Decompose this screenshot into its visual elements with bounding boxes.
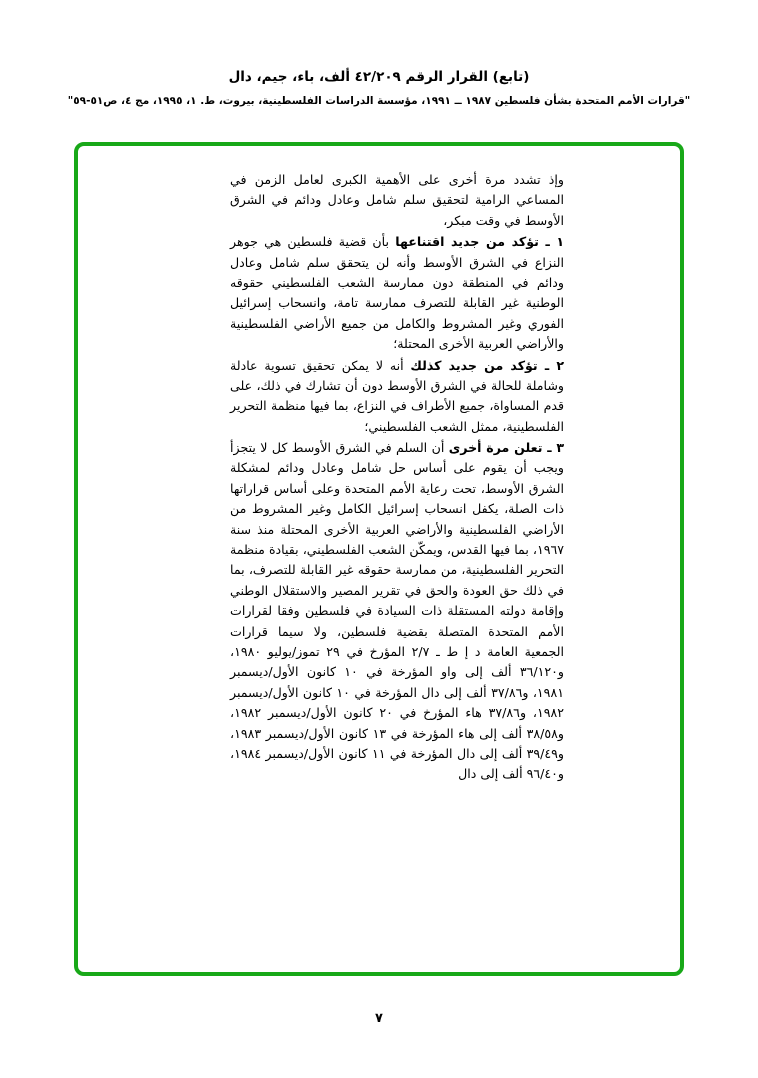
paragraph-lead: ٢ ـ تؤكد من جديد كذلك — [410, 357, 564, 373]
green-border-frame — [74, 142, 684, 976]
paragraph-preamble-time-factor — [230, 170, 564, 231]
paragraph-operative-1 — [230, 232, 564, 354]
document-body — [230, 170, 564, 786]
paragraph-lead: ٣ ـ تعلن مرة أخرى — [448, 440, 564, 456]
page-source-citation: "قرارات الأمم المتحدة بشأن فلسطين ١٩٨٧ ــ ١٩٩١، مؤسسة الدراسات الفلسطينية، بيروت، ط. ١، ١٩٩٥، مج ٤، ص٥١-٥٩" — [67, 94, 691, 107]
paragraph-lead: ١ ـ تؤكد من جديد اقتناعها — [395, 234, 565, 250]
paragraph-operative-2 — [230, 356, 564, 438]
page-title: (تابع) القرار الرقم ٤٢/٢٠٩ ألف، باء، جيم، دال — [228, 69, 530, 85]
paragraph-text: بأن قضية فلسطين هي جوهر النزاع في الشرق الأوسط وأنه لن يتحقق سلم شامل وعادل ودائم في المنطقة دون ممارسة الشعب الفلسطيني حقوقه الوطنية غير القابلة للتصرف ممارسة تامة، وانسحاب إسرائيل الفوري وغير المشروط والكامل من جميع الأراضي الفلسطينية والأراضي العربية الأخرى المحتلة؛ — [230, 234, 564, 352]
frame-inner — [78, 146, 680, 972]
paragraph-text: وإذ تشدد مرة أخرى على الأهمية الكبرى لعامل الزمن في المساعي الرامية لتحقيق سلم شامل وعادل ودائم في الشرق الأوسط في وقت مبكر، — [230, 172, 564, 228]
paragraph-text: أن السلم في الشرق الأوسط كل لا يتجزأ ويجب أن يقوم على أساس حل شامل وعادل ودائم لمشكلة الشرق الأوسط، تحت رعاية الأمم المتحدة وعلى أساس قراراتها ذات الصلة، يكفل انسحاب إسرائيل الكامل وغير المشروط من الأراضي الفلسطينية والأراضي العربية الأخرى المحتلة منذ سنة ١٩٦٧، بما فيها القدس، ويمكّن الشعب الفلسطيني، بقيادة منظمة التحرير الفلسطينية، من ممارسة حقوقه غير القابلة للتصرف، بما في ذلك حق العودة والحق في تقرير المصير والاستقلال الوطني وإقامة دولته المستقلة ذات السيادة في فلسطين وفقا لقرارات الأمم المتحدة المتصلة بقضية فلسطين، ولا سيما قرارات الجمعية العامة د إ ط ـ ٢/٧ المؤرخ في ٢٩ تموز/يوليو ١٩٨٠، و٣٦/١٢٠ ألف إلى واو المؤرخة في ١٠ كانون الأول/ديسمبر ١٩٨١، و٣٧/٨٦ ألف إلى دال المؤرخة في ١٠ كانون الأول/ديسمبر ١٩٨٢، و٣٧/٨٦ هاء المؤرخ في ٢٠ كانون الأول/ديسمبر ١٩٨٢، و٣٨/٥٨ ألف إلى هاء المؤرخة في ١٣ كانون الأول/ديسمبر ١٩٨٣، و٣٩/٤٩ ألف إلى دال المؤرخة في ١١ كانون الأول/ديسمبر ١٩٨٤، و٩٦/٤٠ ألف إلى دال — [230, 440, 565, 782]
page-number: ٧ — [375, 1011, 383, 1026]
page-header — [0, 0, 758, 107]
paragraph-operative-3 — [230, 438, 564, 785]
paragraph-text: أنه لا يمكن تحقيق تسوية عادلة وشاملة للحالة في الشرق الأوسط دون أن تشارك في ذلك، على قدم المساواة، جميع الأطراف في النزاع، بما فيها منظمة التحرير الفلسطينية، ممثل الشعب الفلسطيني؛ — [230, 357, 564, 434]
